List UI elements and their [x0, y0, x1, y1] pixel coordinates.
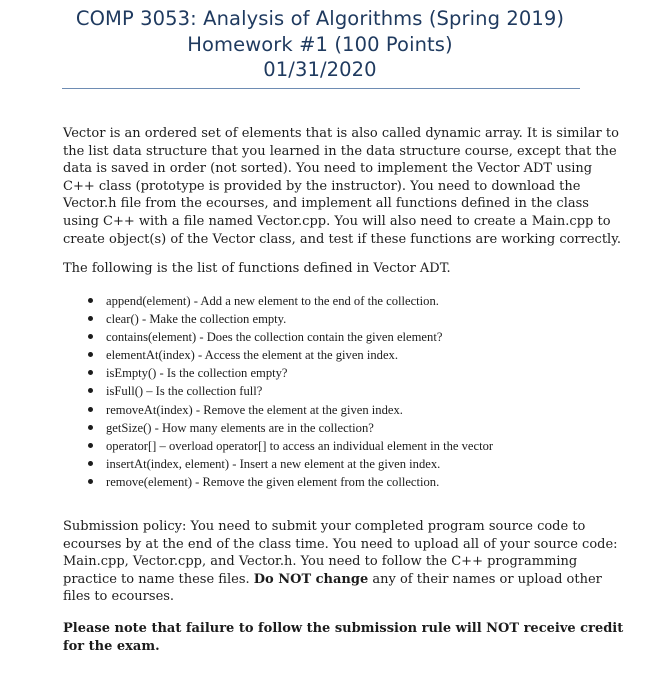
- bullet-icon: [88, 298, 93, 303]
- intro-line: using C++ with a file named Vector.cpp. You will also need to create a Main.cpp to: [63, 213, 611, 229]
- submission-text: any of their names or upload other: [368, 571, 602, 587]
- bullet-icon: [88, 370, 93, 375]
- list-item: [88, 455, 493, 473]
- list-item: [88, 473, 493, 491]
- list-item: [88, 382, 493, 400]
- course-title: COMP 3053: Analysis of Algorithms (Spring 2019): [75, 7, 565, 30]
- bullet-icon: [88, 352, 93, 357]
- function-item-text: removeAt(index) - Remove the element at the given index.: [106, 402, 403, 417]
- intro-paragraph: [63, 125, 621, 248]
- function-item-text: isEmpty() - Is the collection empty?: [106, 366, 288, 381]
- warning-line: for the exam.: [63, 638, 160, 654]
- function-item-text: remove(element) - Remove the given element from the collection.: [106, 474, 440, 489]
- submission-line: Main.cpp, Vector.cpp, and Vector.h. You need to follow the C++ programming: [63, 554, 578, 570]
- function-item-text: elementAt(index) - Access the element at the given index.: [106, 348, 398, 363]
- list-item: [88, 292, 493, 310]
- submission-line: Submission policy: You need to submit your completed program source code to: [63, 519, 586, 534]
- intro-line: C++ class (prototype is provided by the instructor). You need to download the: [63, 178, 581, 194]
- intro-line: data is saved in order (not sorted). You need to implement the Vector ADT using: [63, 161, 593, 177]
- document-header: [60, 6, 580, 83]
- intro-line: create object(s) of the Vector class, and test if these functions are working correctly.: [63, 231, 621, 247]
- function-item-text: insertAt(index, element) - Insert a new element at the given index.: [106, 456, 441, 471]
- intro-line: Vector is an ordered set of elements that is also called dynamic array. It is similar to: [63, 126, 619, 141]
- assignment-date: 01/31/2020: [263, 58, 377, 81]
- list-item: [88, 419, 493, 437]
- list-item: [88, 328, 493, 346]
- bullet-icon: [88, 334, 93, 339]
- intro-line: the list data structure that you learned in the data structure course, except that the: [63, 143, 617, 159]
- list-item: [88, 310, 493, 328]
- list-item: [88, 437, 493, 455]
- bullet-icon: [88, 425, 93, 430]
- submission-line: [63, 571, 602, 589]
- bullet-icon: [88, 407, 93, 412]
- bullet-icon: [88, 461, 93, 466]
- bullet-icon: [88, 443, 93, 448]
- submission-policy: [63, 518, 618, 606]
- list-item: [88, 401, 493, 419]
- function-list: [88, 292, 493, 491]
- bullet-icon: [88, 388, 93, 393]
- submission-text: practice to name these files.: [63, 571, 254, 587]
- function-item-text: append(element) - Add a new element to the end of the collection.: [106, 294, 439, 308]
- bullet-icon: [88, 316, 93, 321]
- function-item-text: isFull() – Is the collection full?: [106, 384, 263, 399]
- function-item-text: contains(element) - Does the collection contain the given element?: [106, 330, 443, 345]
- assignment-title: Homework #1 (100 Points): [187, 32, 453, 56]
- function-item-text: getSize() - How many elements are in the collection?: [106, 420, 374, 435]
- warning-line: Please note that failure to follow the submission rule will NOT receive credit: [63, 621, 624, 636]
- do-not-change-emphasis: Do NOT change: [253, 571, 369, 587]
- submission-line: files to ecourses.: [63, 589, 175, 605]
- list-item: [88, 364, 493, 382]
- function-list-title: The following is the list of functions defined in Vector ADT.: [63, 261, 451, 276]
- submission-line: ecourses by at the end of the class time. You need to upload all of your source code:: [63, 536, 618, 552]
- list-item: [88, 346, 493, 364]
- function-item-text: clear() - Make the collection empty.: [106, 312, 287, 327]
- header-divider: [62, 88, 580, 89]
- credit-warning: [63, 620, 624, 655]
- function-item-text: operator[] – overload operator[] to access an individual element in the vector: [106, 438, 494, 453]
- bullet-icon: [88, 479, 93, 484]
- intro-line: Vector.h file from the ecourses, and implement all functions defined in the class: [63, 196, 589, 212]
